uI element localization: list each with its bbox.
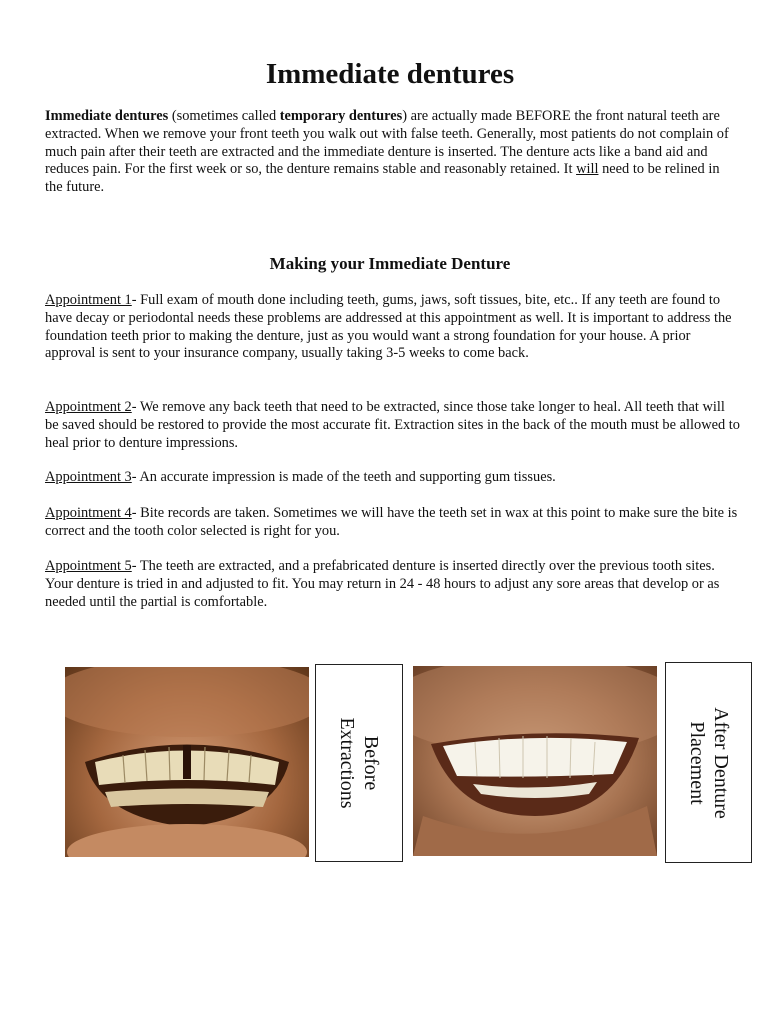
appointment-4 — [45, 505, 740, 541]
appointment-label: Appointment 2 — [45, 399, 132, 415]
appointment-text: - We remove any back teeth that need to be extracted, since those take longer to heal. All teeth that will be saved should be restored to provide the most accurate fit. Extraction sites in the back of the mouth must be allowed to heal prior to denture impressions. — [45, 399, 740, 451]
before-extractions-photo — [65, 667, 309, 857]
before-extractions-caption-box — [315, 664, 403, 862]
appointment-text: - Full exam of mouth done including teeth, gums, jaws, soft tissues, bite, etc.. If any teeth are found to have decay or periodontal needs these problems are addressed at this appointment as well. It is important to address the foundation teeth prior to making the denture, just as you would want a strong foundation for your house. A prior approval is sent to your insurance company, usually taking 3-5 weeks to come back. — [45, 292, 732, 362]
intro-term: Immediate dentures — [45, 108, 169, 124]
intro-text-2: ) are actually made BEFORE the front natural teeth are extracted. When we remove your front teeth you walk out with false teeth. Generally, most patients do not complain of much pain after their teeth are extracted and the immediate denture is inserted. The denture acts like a band aid and reduces pain. For the first week or so, the denture remains stable and reasonably retained. It — [45, 108, 729, 178]
appointment-3 — [45, 469, 740, 487]
intro-paragraph — [45, 108, 735, 197]
intro-emphasis: will — [576, 161, 599, 178]
appointment-label: Appointment 1 — [45, 292, 132, 308]
appointment-1 — [45, 292, 740, 363]
intro-text-3: need to be relined in the future. — [45, 161, 720, 196]
appointment-5 — [45, 558, 740, 611]
appointment-label: Appointment 3 — [45, 469, 132, 485]
appointment-text: - Bite records are taken. Sometimes we will have the teeth set in wax at this point to make sure the bite is correct and the tooth color selected is right for you. — [45, 505, 738, 539]
intro-text-1: (sometimes called — [168, 108, 280, 124]
after-denture-caption-box — [665, 662, 752, 863]
before-extractions-caption: Before Extractions — [336, 717, 382, 809]
appointment-label: Appointment 4 — [45, 505, 132, 521]
page-title: Immediate dentures — [265, 58, 515, 90]
after-denture-caption: After Denture Placement — [685, 706, 732, 819]
after-smile-illustration — [413, 666, 657, 856]
intro-term-2: temporary dentures — [279, 108, 403, 124]
section-title: Making your Immediate Denture — [269, 254, 511, 273]
before-mouth-illustration — [65, 667, 309, 857]
appointment-label: Appointment 5 — [45, 558, 132, 574]
appointment-text: - An accurate impression is made of the teeth and supporting gum tissues. — [131, 469, 556, 485]
after-denture-photo — [413, 666, 657, 856]
appointment-2 — [45, 399, 740, 452]
appointment-text: - The teeth are extracted, and a prefabricated denture is inserted directly over the previous tooth sites. Your denture is tried in and adjusted to fit. You may return in 24 - 48 hours to adjust any sore areas that develop or as needed until the partial is comfortable. — [45, 558, 720, 610]
